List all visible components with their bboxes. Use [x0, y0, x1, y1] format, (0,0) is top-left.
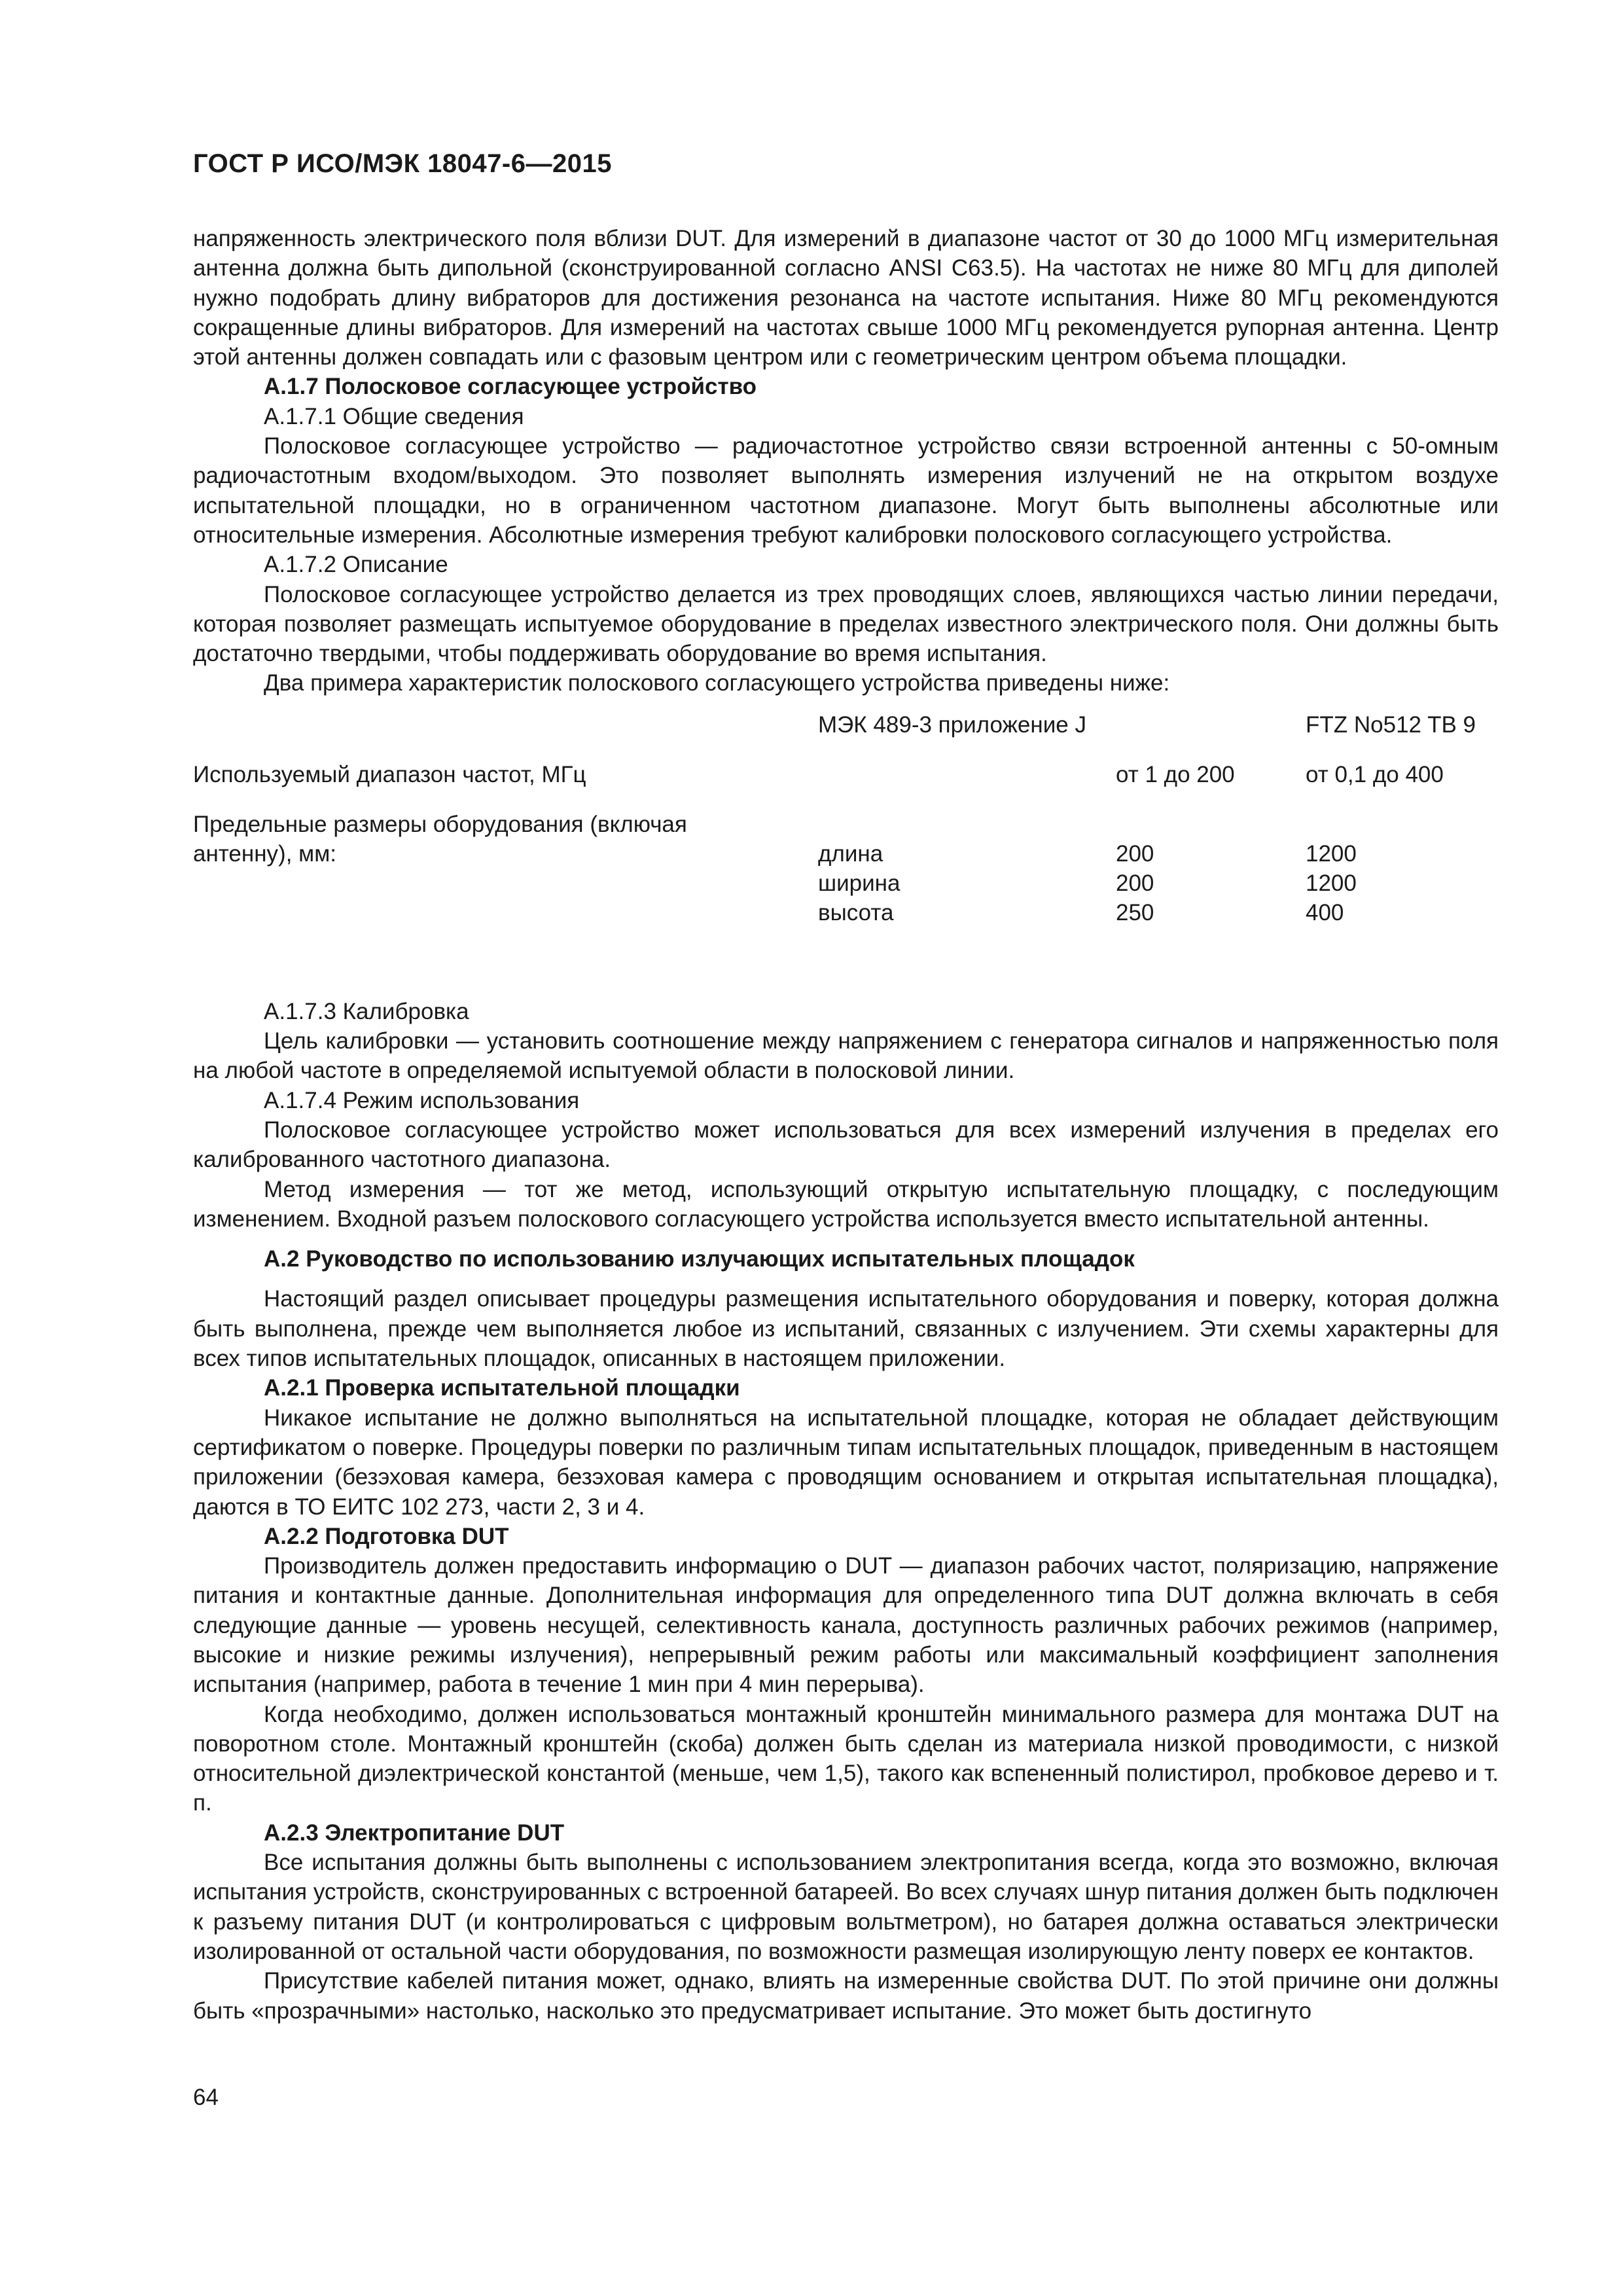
heading-a172: А.1.7.2 Описание	[264, 552, 448, 578]
heading-a173: А.1.7.3 Калибровка	[264, 998, 469, 1024]
paragraph-a23: Все испытания должны быть выполнены с использованием электропитания всегда, когда это возможно, включая испытания устройств, сконструированных с встроенной батареей. Во всех случаях шнур питания должен быть подключен к разъему питания DUT (и контролироваться с цифровым вольтметром), но батарея должна оставаться электрически изолированной от остальной части оборудования, по возможности размещая изолирующую ленту поверх ее контактов.	[193, 1850, 1499, 1964]
paragraph-a171: Полосковое согласующее устройство — радиочастотное устройство связи встроенной антенны с 50-омным радиочастотным входом/выходом. Это позволяет выполнять измерения излучений не на открытом воздухе испытательной площадки, но в ограниченном частотном диапазоне. Могут быть выполнены абсолютные или относительные измерения. Абсолютные измерения требуют калибровки полоскового согласующего устройства.	[193, 433, 1499, 548]
heading-a171: А.1.7.1 Общие сведения	[264, 403, 524, 429]
table-cell-dim-iec: 250	[1116, 899, 1154, 925]
paragraph-a172b: Два примера характеристик полоскового согласующего устройства приведены ниже:	[264, 670, 1170, 696]
table-cell-dim-ftz: 1200	[1306, 840, 1357, 867]
table-row-label-frequency: Используемый диапазон частот, МГц	[193, 761, 586, 787]
paragraph-a172: Полосковое согласующее устройство делается из трех проводящих слоев, являющихся частью линии передачи, которая позволяет размещать испытуемое оборудование в пределах известного электрического поля. Они должны быть достаточно твердыми, чтобы поддерживать оборудование во время испытания.	[193, 581, 1499, 667]
document-header: ГОСТ Р ИСО/МЭК 18047-6—2015	[193, 149, 612, 178]
table-row-label-dimensions-cont: антенну), мм:	[193, 840, 337, 867]
stripline-spec-table	[193, 710, 1499, 992]
table-dim-name: длина	[818, 840, 883, 867]
table-col-header-ftz: FTZ No512 TB 9	[1306, 711, 1476, 738]
paragraph-a21: Никакое испытание не должно выполняться на испытательной площадке, которая не обладает действующим сертификатом о поверке. Процедуры поверки по различным типам испытательных площадок, приведенным в настоящем приложении (безэховая камера, безэховая камера с проводящим основанием и открытая испытательная площадка), даются в ТО ЕИТС 102 273, части 2, 3 и 4.	[193, 1405, 1499, 1520]
paragraph-a173: Цель калибровки — установить соотношение между напряжением с генератора сигналов и напряженностью поля на любой частоте в определяемой испытуемой области в полосковой линии.	[193, 1028, 1499, 1084]
paragraph-a2: Настоящий раздел описывает процедуры размещения испытательного оборудования и поверку, которая должна быть выполнена, прежде чем выполняется любое из испытаний, связанных с излучением. Эти схемы характерны для всех типов испытательных площадок, описанных в настоящем приложении.	[193, 1286, 1499, 1372]
heading-a17: А.1.7 Полосковое согласующее устройство	[264, 374, 757, 400]
table-row-label-dimensions: Предельные размеры оборудования (включая	[193, 811, 687, 837]
heading-a22: А.2.2 Подготовка DUT	[264, 1523, 509, 1549]
paragraph-a174: Полосковое согласующее устройство может использоваться для всех измерений излучения в пределах его калиброванного частотного диапазона.	[193, 1117, 1499, 1173]
table-col-header-iec: МЭК 489-3 приложение J	[818, 711, 1086, 738]
heading-a2: А.2 Руководство по использованию излучающих испытательных площадок	[264, 1246, 1135, 1272]
table-cell-dim-ftz: 1200	[1306, 870, 1357, 896]
table-cell-dim-iec: 200	[1116, 870, 1154, 896]
table-cell-frequency-ftz: от 0,1 до 400	[1306, 761, 1444, 787]
heading-a174: А.1.7.4 Режим использования	[264, 1087, 580, 1113]
paragraph-a22b: Когда необходимо, должен использоваться монтажный кронштейн минимального размера для монтажа DUT на поворотном столе. Монтажный кронштейн (скоба) должен быть сделан из материала низкой проводимости, с низкой относительной диэлектрической константой (меньше, чем 1,5), такого как вспененный полистирол, пробковое дерево и т. п.	[193, 1701, 1499, 1816]
paragraph-a23b: Присутствие кабелей питания может, однако, влиять на измеренные свойства DUT. По этой причине они должны быть «прозрачными» настолько, насколько это предусматривает испытание. Это может быть достигнуто	[193, 1968, 1499, 2024]
table-dim-name: высота	[818, 899, 894, 925]
table-cell-frequency-iec: от 1 до 200	[1116, 761, 1235, 787]
heading-a23: А.2.3 Электропитание DUT	[264, 1820, 565, 1846]
paragraph-a174b: Метод измерения — тот же метод, использующий открытую испытательную площадку, с последующим изменением. Входной разъем полоскового согласующего устройства используется вместо испытательной антенны.	[193, 1176, 1499, 1232]
table-cell-dim-iec: 200	[1116, 840, 1154, 867]
paragraph-intro: напряженность электрического поля вблизи DUT. Для измерений в диапазоне частот от 30 до 1000 МГц измерительная антенна должна быть дипольной (сконструированной согласно ANSI C63.5). На частотах не ниже 80 МГц для диполей нужно подобрать длину вибраторов для достижения резонанса на частоте испытания. Ниже 80 МГц рекомендуются сокращенные длины вибраторов. Для измерений на частотах свыше 1000 МГц рекомендуется рупорная антенна. Центр этой антенны должен совпадать или с фазовым центром или с геометрическим центром объема площадки.	[193, 226, 1499, 370]
heading-a21: А.2.1 Проверка испытательной площадки	[264, 1375, 740, 1401]
table-dim-name: ширина	[818, 870, 901, 896]
page-number: 64	[193, 2085, 219, 2110]
document-body	[193, 224, 1499, 2026]
table-cell-dim-ftz: 400	[1306, 899, 1344, 925]
paragraph-a22: Производитель должен предоставить информацию о DUT — диапазон рабочих частот, поляризацию, напряжение питания и контактные данные. Дополнительная информация для определенного типа DUT должна включать в себя следующие данные — уровень несущей, селективность канала, доступность различных рабочих режимов (например, высокие и низкие режимы излучения), непрерывный режим работы или максимальный коэффициент заполнения испытания (например, работа в течение 1 мин при 4 мин перерыва).	[193, 1553, 1499, 1698]
